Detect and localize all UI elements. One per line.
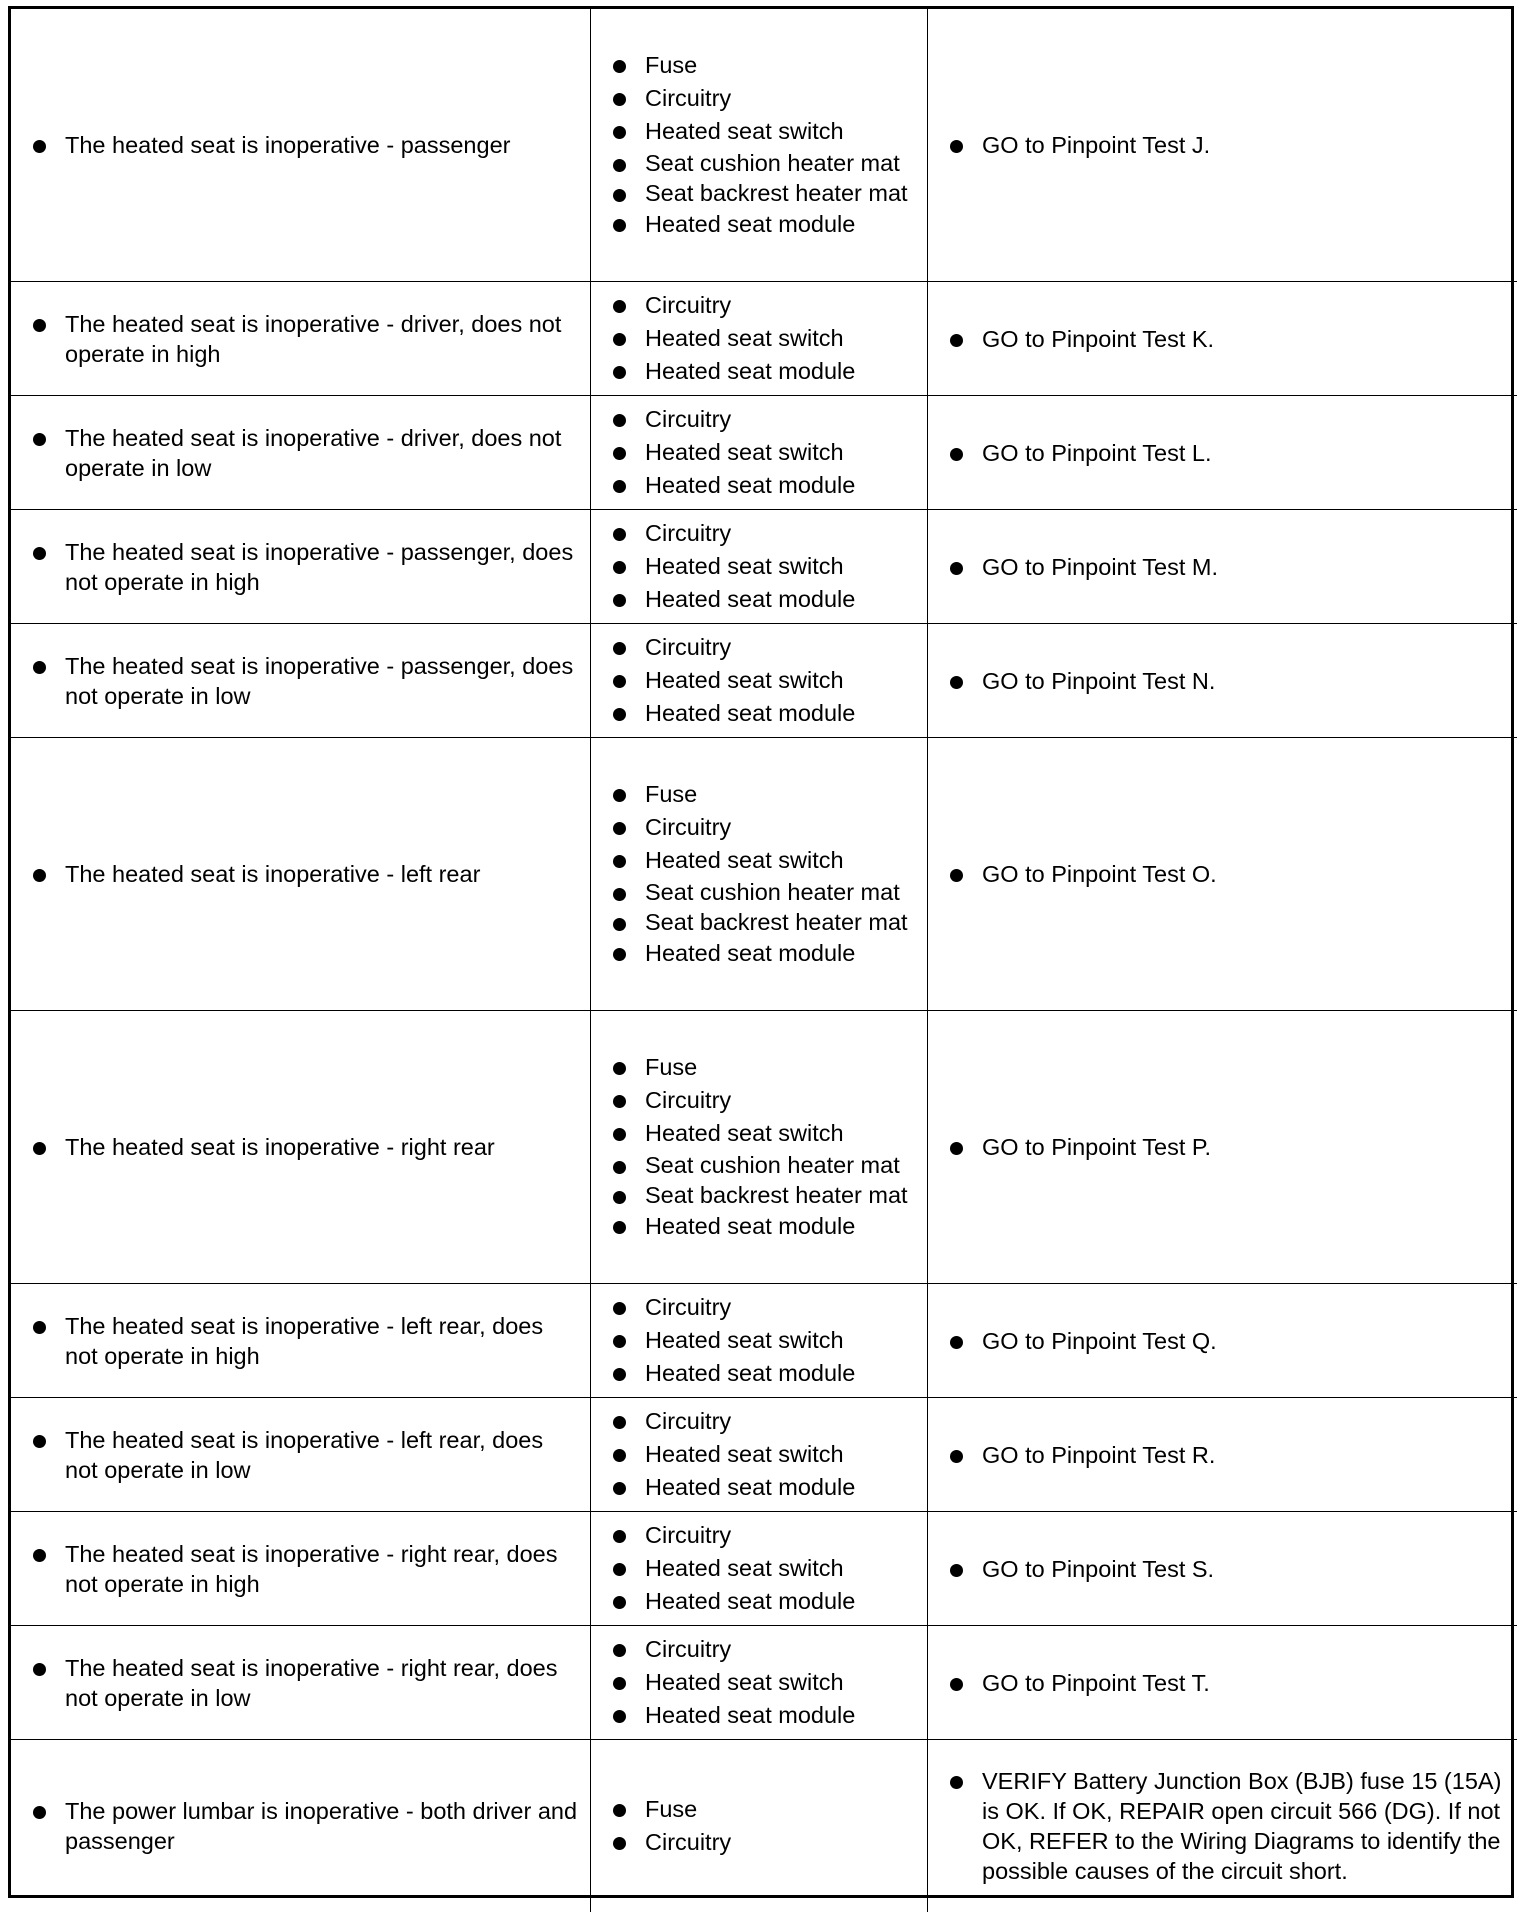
action-cell <box>928 396 1517 510</box>
possible-source-item: Circuitry <box>613 631 917 664</box>
possible-source-item: Circuitry <box>613 517 917 550</box>
possible-source-item: Circuitry <box>613 1291 917 1324</box>
symptom-cell <box>11 1512 591 1626</box>
symptom-text: The heated seat is inoperative - driver, does not operate in high <box>33 309 580 369</box>
symptom-cell <box>11 510 591 624</box>
symptom-cell <box>11 1011 591 1284</box>
action-cell <box>928 624 1517 738</box>
possible-sources-cell <box>591 738 928 1011</box>
symptom-text: The heated seat is inoperative - passenger, does not operate in high <box>33 537 580 597</box>
possible-source-item: Fuse <box>613 778 917 811</box>
symptom-cell <box>11 9 591 282</box>
symptom-cell <box>11 1740 591 1912</box>
possible-source-item: Circuitry <box>613 811 917 844</box>
possible-source-item: Circuitry <box>613 289 917 322</box>
diagnostic-table <box>8 6 1514 1898</box>
possible-source-item: Heated seat module <box>613 583 917 616</box>
possible-source-item: Fuse <box>613 1051 917 1084</box>
action-text: GO to Pinpoint Test N. <box>950 666 1513 696</box>
possible-source-item: Heated seat switch <box>613 1324 917 1357</box>
action-text: VERIFY Battery Junction Box (BJB) fuse 15 (15A) is OK. If OK, REPAIR open circuit 566 (DG). If not OK, REFER to the Wiring Diagrams to identify the possible causes of the circuit short. <box>950 1766 1513 1886</box>
possible-source-item: Heated seat module <box>613 1699 917 1732</box>
action-text: GO to Pinpoint Test T. <box>950 1668 1513 1698</box>
possible-source-item: Heated seat switch <box>613 115 917 148</box>
possible-source-item: Heated seat switch <box>613 1666 917 1699</box>
action-text: GO to Pinpoint Test P. <box>950 1132 1513 1162</box>
symptom-cell <box>11 1626 591 1740</box>
symptom-text: The power lumbar is inoperative - both driver and passenger <box>33 1796 580 1856</box>
possible-sources-cell <box>591 396 928 510</box>
possible-sources-cell <box>591 9 928 282</box>
possible-sources-cell <box>591 1512 928 1626</box>
possible-sources-cell <box>591 510 928 624</box>
action-cell <box>928 1512 1517 1626</box>
possible-source-item: Heated seat module <box>613 1210 917 1243</box>
possible-source-item: Seat backrest heater mat <box>613 178 917 208</box>
action-text: GO to Pinpoint Test S. <box>950 1554 1513 1584</box>
symptom-cell <box>11 1398 591 1512</box>
possible-source-item: Circuitry <box>613 82 917 115</box>
action-cell <box>928 1011 1517 1284</box>
action-cell <box>928 1740 1517 1912</box>
possible-source-item: Circuitry <box>613 1633 917 1666</box>
possible-source-item: Heated seat switch <box>613 550 917 583</box>
possible-source-item: Heated seat module <box>613 937 917 970</box>
action-cell <box>928 1284 1517 1398</box>
possible-sources-cell <box>591 1284 928 1398</box>
symptom-text: The heated seat is inoperative - left rear, does not operate in low <box>33 1425 580 1485</box>
possible-source-item: Fuse <box>613 1793 917 1826</box>
action-cell <box>928 510 1517 624</box>
symptom-text: The heated seat is inoperative - right rear, does not operate in high <box>33 1539 580 1599</box>
possible-source-item: Seat cushion heater mat <box>613 877 917 907</box>
symptom-text: The heated seat is inoperative - right rear <box>33 1132 580 1162</box>
possible-sources-cell <box>591 1011 928 1284</box>
action-text: GO to Pinpoint Test R. <box>950 1440 1513 1470</box>
possible-source-item: Heated seat module <box>613 1357 917 1390</box>
possible-source-item: Heated seat switch <box>613 1438 917 1471</box>
action-text: GO to Pinpoint Test O. <box>950 859 1513 889</box>
symptom-text: The heated seat is inoperative - left rear <box>33 859 580 889</box>
possible-source-item: Heated seat switch <box>613 1552 917 1585</box>
possible-sources-cell <box>591 282 928 396</box>
action-cell <box>928 1398 1517 1512</box>
action-cell <box>928 9 1517 282</box>
possible-source-item: Heated seat switch <box>613 322 917 355</box>
possible-sources-cell <box>591 1626 928 1740</box>
action-text: GO to Pinpoint Test L. <box>950 438 1513 468</box>
possible-source-item: Heated seat module <box>613 697 917 730</box>
action-cell <box>928 1626 1517 1740</box>
possible-source-item: Heated seat switch <box>613 664 917 697</box>
symptom-text: The heated seat is inoperative - driver, does not operate in low <box>33 423 580 483</box>
action-text: GO to Pinpoint Test M. <box>950 552 1513 582</box>
possible-source-item: Circuitry <box>613 403 917 436</box>
possible-source-item: Heated seat module <box>613 1471 917 1504</box>
action-text: GO to Pinpoint Test K. <box>950 324 1513 354</box>
symptom-text: The heated seat is inoperative - passenger <box>33 130 580 160</box>
action-cell <box>928 738 1517 1011</box>
symptom-text: The heated seat is inoperative - passenger, does not operate in low <box>33 651 580 711</box>
possible-source-item: Seat cushion heater mat <box>613 148 917 178</box>
possible-source-item: Heated seat module <box>613 355 917 388</box>
action-cell <box>928 282 1517 396</box>
possible-source-item: Heated seat module <box>613 469 917 502</box>
possible-source-item: Heated seat module <box>613 1585 917 1618</box>
action-text: GO to Pinpoint Test Q. <box>950 1326 1513 1356</box>
possible-source-item: Seat cushion heater mat <box>613 1150 917 1180</box>
possible-source-item: Fuse <box>613 49 917 82</box>
possible-source-item: Heated seat switch <box>613 1117 917 1150</box>
symptom-cell <box>11 396 591 510</box>
possible-source-item: Circuitry <box>613 1519 917 1552</box>
symptom-cell <box>11 282 591 396</box>
possible-sources-cell <box>591 1740 928 1912</box>
possible-source-item: Circuitry <box>613 1826 917 1859</box>
possible-sources-cell <box>591 1398 928 1512</box>
possible-sources-cell <box>591 624 928 738</box>
possible-source-item: Circuitry <box>613 1405 917 1438</box>
possible-source-item: Heated seat module <box>613 208 917 241</box>
possible-source-item: Seat backrest heater mat <box>613 907 917 937</box>
action-text: GO to Pinpoint Test J. <box>950 130 1513 160</box>
symptom-cell <box>11 1284 591 1398</box>
possible-source-item: Circuitry <box>613 1084 917 1117</box>
possible-source-item: Seat backrest heater mat <box>613 1180 917 1210</box>
possible-source-item: Heated seat switch <box>613 436 917 469</box>
symptom-text: The heated seat is inoperative - left rear, does not operate in high <box>33 1311 580 1371</box>
symptom-text: The heated seat is inoperative - right rear, does not operate in low <box>33 1653 580 1713</box>
symptom-cell <box>11 624 591 738</box>
possible-source-item: Heated seat switch <box>613 844 917 877</box>
symptom-cell <box>11 738 591 1011</box>
